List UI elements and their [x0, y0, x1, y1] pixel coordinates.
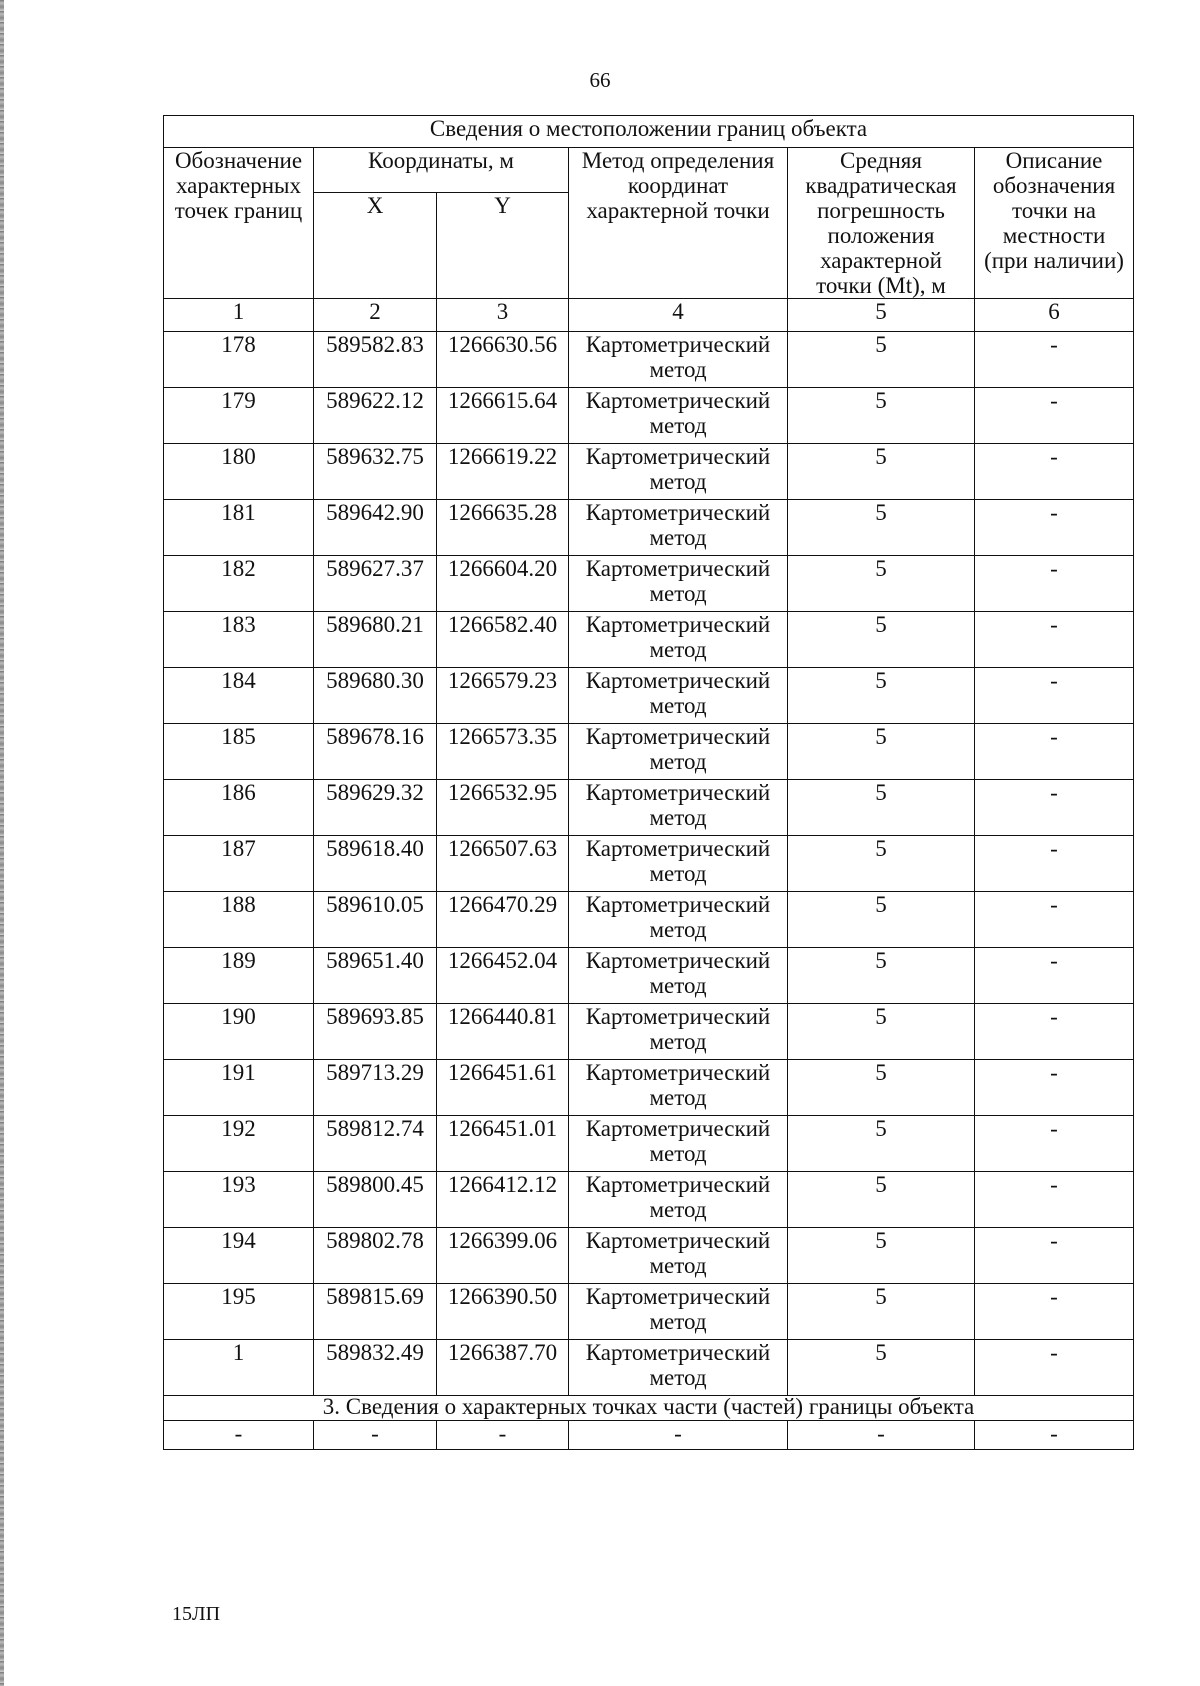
point-cell: 181	[164, 500, 314, 556]
table-row	[164, 836, 1134, 892]
header-row	[164, 148, 1134, 193]
method-cell: Картометрический метод	[569, 892, 788, 948]
table-row	[164, 1284, 1134, 1340]
page-number: 66	[589, 68, 611, 92]
error-cell: 5	[788, 556, 975, 612]
empty-cell: -	[788, 1421, 975, 1450]
description-cell: -	[975, 1284, 1134, 1340]
table-row	[164, 668, 1134, 724]
point-cell: 195	[164, 1284, 314, 1340]
section-empty-row	[164, 1421, 1134, 1450]
y-cell: 1266573.35	[437, 724, 569, 780]
column-number: 4	[569, 299, 788, 332]
y-cell: 1266399.06	[437, 1228, 569, 1284]
footer-code: 15ЛП	[172, 1603, 221, 1625]
description-cell: -	[975, 332, 1134, 388]
error-cell: 5	[788, 1228, 975, 1284]
table-row	[164, 388, 1134, 444]
description-cell: -	[975, 836, 1134, 892]
x-cell: 589832.49	[314, 1340, 437, 1396]
x-cell: 589642.90	[314, 500, 437, 556]
point-cell: 194	[164, 1228, 314, 1284]
method-cell: Картометрический метод	[569, 1004, 788, 1060]
description-cell: -	[975, 1172, 1134, 1228]
error-cell: 5	[788, 444, 975, 500]
table-row	[164, 444, 1134, 500]
table-row	[164, 1060, 1134, 1116]
section-title: 3. Сведения о характерных точках части (частей) границы объекта	[164, 1396, 1134, 1421]
scan-edge-shadow	[0, 0, 4, 1686]
y-cell: 1266579.23	[437, 668, 569, 724]
table-row	[164, 1228, 1134, 1284]
y-cell: 1266470.29	[437, 892, 569, 948]
table-row	[164, 1004, 1134, 1060]
empty-cell: -	[437, 1421, 569, 1450]
method-cell: Картометрический метод	[569, 1172, 788, 1228]
error-cell: 5	[788, 780, 975, 836]
empty-cell: -	[314, 1421, 437, 1450]
error-cell: 5	[788, 612, 975, 668]
method-cell: Картометрический метод	[569, 1228, 788, 1284]
column-number: 6	[975, 299, 1134, 332]
y-cell: 1266507.63	[437, 836, 569, 892]
error-cell: 5	[788, 836, 975, 892]
description-cell: -	[975, 780, 1134, 836]
point-cell: 184	[164, 668, 314, 724]
error-cell: 5	[788, 1340, 975, 1396]
table-row	[164, 780, 1134, 836]
x-cell: 589618.40	[314, 836, 437, 892]
x-cell: 589800.45	[314, 1172, 437, 1228]
description-cell: -	[975, 1060, 1134, 1116]
table-title: Сведения о местоположении границ объекта	[164, 116, 1134, 148]
y-cell: 1266390.50	[437, 1284, 569, 1340]
error-cell: 5	[788, 500, 975, 556]
table-row	[164, 612, 1134, 668]
x-cell: 589713.29	[314, 1060, 437, 1116]
method-cell: Картометрический метод	[569, 724, 788, 780]
table-row	[164, 1172, 1134, 1228]
error-cell: 5	[788, 892, 975, 948]
point-cell: 192	[164, 1116, 314, 1172]
empty-cell: -	[569, 1421, 788, 1450]
x-cell: 589632.75	[314, 444, 437, 500]
point-cell: 185	[164, 724, 314, 780]
description-cell: -	[975, 500, 1134, 556]
error-cell: 5	[788, 1172, 975, 1228]
method-cell: Картометрический метод	[569, 1116, 788, 1172]
description-cell: -	[975, 556, 1134, 612]
y-cell: 1266532.95	[437, 780, 569, 836]
description-cell: -	[975, 892, 1134, 948]
y-cell: 1266440.81	[437, 1004, 569, 1060]
y-cell: 1266387.70	[437, 1340, 569, 1396]
error-cell: 5	[788, 668, 975, 724]
method-cell: Картометрический метод	[569, 1060, 788, 1116]
method-cell: Картометрический метод	[569, 332, 788, 388]
boundary-coordinates-table	[163, 115, 1134, 1450]
header-error: Средняя квадратическая погрешность положения характерной точки (Mt), м	[788, 148, 975, 299]
error-cell: 5	[788, 724, 975, 780]
description-cell: -	[975, 444, 1134, 500]
table-row	[164, 892, 1134, 948]
x-cell: 589802.78	[314, 1228, 437, 1284]
description-cell: -	[975, 1004, 1134, 1060]
method-cell: Картометрический метод	[569, 500, 788, 556]
error-cell: 5	[788, 1116, 975, 1172]
x-cell: 589680.21	[314, 612, 437, 668]
table-row	[164, 948, 1134, 1004]
header-coordinates: Координаты, м	[314, 148, 569, 193]
description-cell: -	[975, 948, 1134, 1004]
header-y: Y	[437, 192, 569, 298]
column-number-row	[164, 299, 1134, 332]
point-cell: 190	[164, 1004, 314, 1060]
error-cell: 5	[788, 1004, 975, 1060]
table-row	[164, 556, 1134, 612]
header-point-designation: Обозначение характерных точек границ	[164, 148, 314, 299]
method-cell: Картометрический метод	[569, 780, 788, 836]
x-cell: 589651.40	[314, 948, 437, 1004]
description-cell: -	[975, 388, 1134, 444]
column-number: 2	[314, 299, 437, 332]
table-row	[164, 500, 1134, 556]
x-cell: 589582.83	[314, 332, 437, 388]
table-row	[164, 1116, 1134, 1172]
table-row	[164, 332, 1134, 388]
x-cell: 589629.32	[314, 780, 437, 836]
error-cell: 5	[788, 1284, 975, 1340]
table-row	[164, 1340, 1134, 1396]
column-number: 1	[164, 299, 314, 332]
point-cell: 180	[164, 444, 314, 500]
y-cell: 1266615.64	[437, 388, 569, 444]
point-cell: 178	[164, 332, 314, 388]
description-cell: -	[975, 1228, 1134, 1284]
point-cell: 183	[164, 612, 314, 668]
x-cell: 589812.74	[314, 1116, 437, 1172]
method-cell: Картометрический метод	[569, 1284, 788, 1340]
method-cell: Картометрический метод	[569, 388, 788, 444]
description-cell: -	[975, 1340, 1134, 1396]
method-cell: Картометрический метод	[569, 612, 788, 668]
method-cell: Картометрический метод	[569, 556, 788, 612]
error-cell: 5	[788, 388, 975, 444]
error-cell: 5	[788, 948, 975, 1004]
point-cell: 179	[164, 388, 314, 444]
header-method: Метод определения координат характерной точки	[569, 148, 788, 299]
point-cell: 182	[164, 556, 314, 612]
point-cell: 193	[164, 1172, 314, 1228]
y-cell: 1266619.22	[437, 444, 569, 500]
y-cell: 1266451.01	[437, 1116, 569, 1172]
description-cell: -	[975, 612, 1134, 668]
x-cell: 589678.16	[314, 724, 437, 780]
method-cell: Картометрический метод	[569, 1340, 788, 1396]
method-cell: Картометрический метод	[569, 444, 788, 500]
point-cell: 188	[164, 892, 314, 948]
empty-cell: -	[164, 1421, 314, 1450]
x-cell: 589680.30	[314, 668, 437, 724]
x-cell: 589610.05	[314, 892, 437, 948]
header-description: Описание обозначения точки на местности (при наличии)	[975, 148, 1134, 299]
x-cell: 589693.85	[314, 1004, 437, 1060]
point-cell: 187	[164, 836, 314, 892]
point-cell: 191	[164, 1060, 314, 1116]
error-cell: 5	[788, 332, 975, 388]
y-cell: 1266582.40	[437, 612, 569, 668]
point-cell: 186	[164, 780, 314, 836]
y-cell: 1266630.56	[437, 332, 569, 388]
x-cell: 589815.69	[314, 1284, 437, 1340]
error-cell: 5	[788, 1060, 975, 1116]
empty-cell: -	[975, 1421, 1134, 1450]
method-cell: Картометрический метод	[569, 948, 788, 1004]
y-cell: 1266635.28	[437, 500, 569, 556]
point-cell: 1	[164, 1340, 314, 1396]
method-cell: Картометрический метод	[569, 836, 788, 892]
x-cell: 589622.12	[314, 388, 437, 444]
description-cell: -	[975, 724, 1134, 780]
column-number: 3	[437, 299, 569, 332]
table-title-row	[164, 116, 1134, 148]
y-cell: 1266452.04	[437, 948, 569, 1004]
point-cell: 189	[164, 948, 314, 1004]
method-cell: Картометрический метод	[569, 668, 788, 724]
section-title-row	[164, 1396, 1134, 1421]
y-cell: 1266412.12	[437, 1172, 569, 1228]
description-cell: -	[975, 1116, 1134, 1172]
x-cell: 589627.37	[314, 556, 437, 612]
y-cell: 1266604.20	[437, 556, 569, 612]
table-row	[164, 724, 1134, 780]
y-cell: 1266451.61	[437, 1060, 569, 1116]
column-number: 5	[788, 299, 975, 332]
header-x: X	[314, 192, 437, 298]
description-cell: -	[975, 668, 1134, 724]
